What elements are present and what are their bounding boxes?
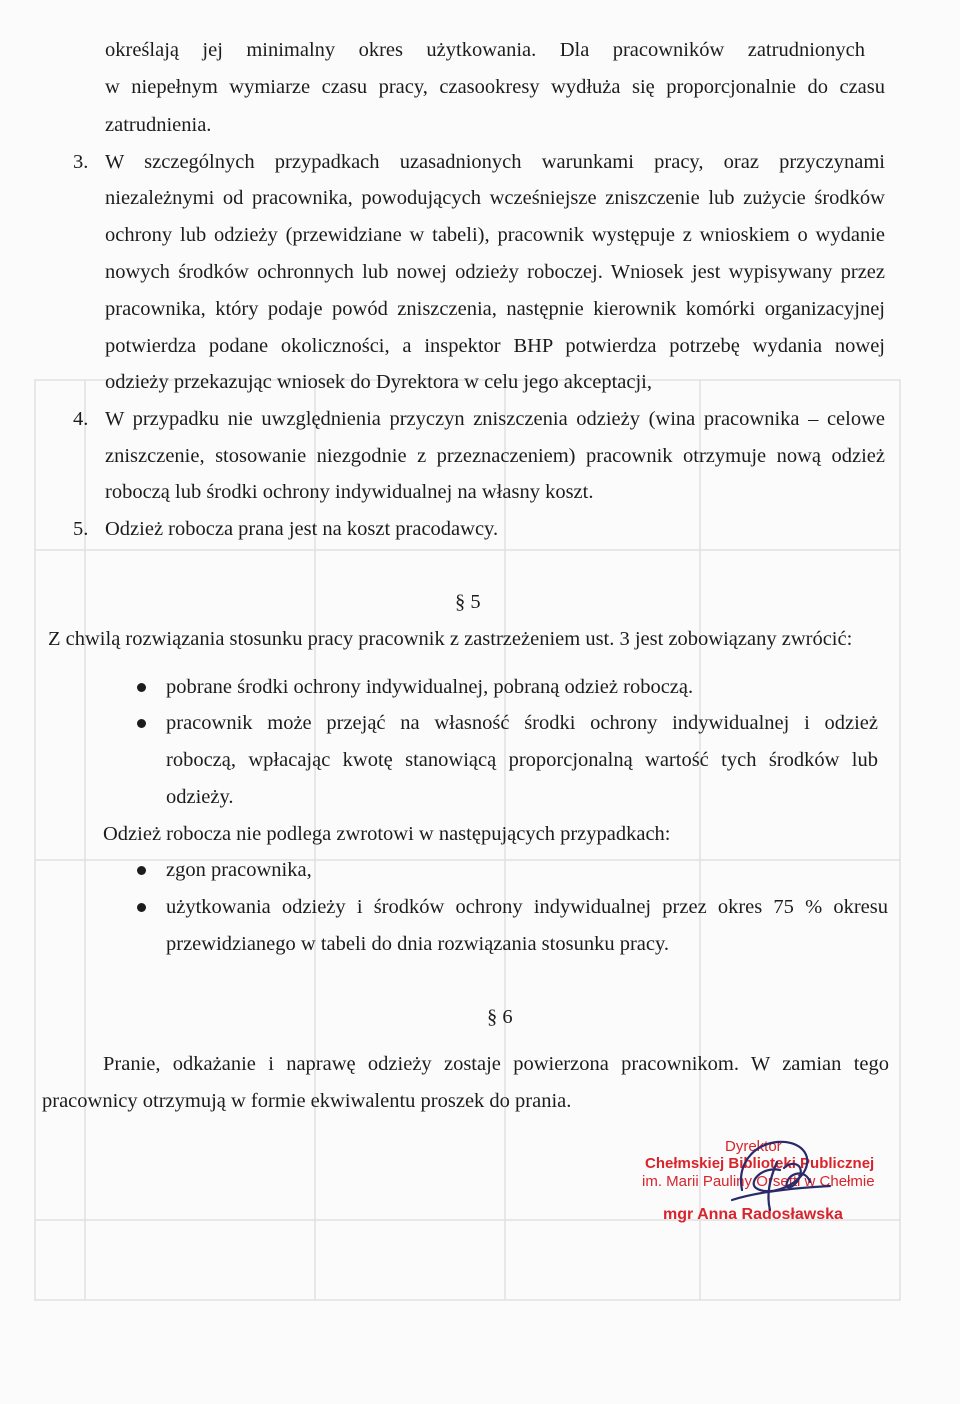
stamp-institution-name: im. Marii Pauliny Orsetti w Chełmie xyxy=(642,1173,875,1190)
text-line: potwierdza podane okoliczności, a inspektor BHP potwierdza potrzebę wydania nowej xyxy=(105,335,885,357)
section-heading: § 5 xyxy=(455,591,481,613)
text-line: określają jej minimalny okres użytkowania. Dla pracowników zatrudnionych xyxy=(105,39,865,61)
text-line: pracownicy otrzymują w formie ekwiwalentu proszek do prania. xyxy=(42,1090,572,1112)
bullet-text: użytkowania odzieży i środków ochrony indywidualnej przez okres 75 % okresu xyxy=(166,896,888,918)
text-line: odzieży przekazując wniosek do Dyrektora w celu jego akceptacji, xyxy=(105,371,652,393)
text-line: niezależnymi od pracownika, powodujących wcześniejsze zniszczenie lub zużycie środków xyxy=(105,187,885,209)
text-line: nowych środków ochronnych lub nowej odzieży roboczej. Wniosek jest wypisywany przez xyxy=(105,261,885,283)
signature xyxy=(722,1130,842,1225)
text-line: Z chwilą rozwiązania stosunku pracy pracownik z zastrzeżeniem ust. 3 jest zobowiązany zwrócić: xyxy=(48,628,853,650)
bullet-text: zgon pracownika, xyxy=(166,859,312,881)
stamp-institution: Chełmskiej Biblioteki Publicznej xyxy=(645,1155,875,1172)
text-line: zatrudnienia. xyxy=(105,114,212,136)
bullet-icon xyxy=(137,903,146,912)
bullet-icon xyxy=(137,683,146,692)
list-number: 5. xyxy=(73,518,89,540)
text-line: pracownika, który podaje powód zniszczenia, następnie kierownik komórki organizacyjnej xyxy=(105,298,885,320)
text-line: W przypadku nie uwzględnienia przyczyn zniszczenia odzieży (wina pracownika – celowe xyxy=(105,408,885,430)
stamp-title: Dyrektor xyxy=(725,1138,782,1155)
text-line: ochrony lub odzieży (przewidziane w tabeli), pracownik występuje z wnioskiem o wydanie xyxy=(105,224,885,246)
text-line: zniszczenie, stosowanie niezgodnie z przeznaczeniem) pracownik otrzymuje nową odzież xyxy=(105,445,885,467)
list-number: 3. xyxy=(73,151,89,173)
text-line: Odzież robocza nie podlega zwrotowi w następujących przypadkach: xyxy=(103,823,671,845)
text-line: Pranie, odkażanie i naprawę odzieży zostaje powierzona pracownikom. W zamian tego xyxy=(103,1053,889,1075)
stamp-name: mgr Anna Radosławska xyxy=(663,1206,843,1223)
bullet-text: pobrane środki ochrony indywidualnej, pobraną odzież roboczą. xyxy=(166,676,694,698)
bullet-text: pracownik może przejąć na własność środki ochrony indywidualnej i odzież xyxy=(166,712,878,734)
bullet-text: przewidzianego w tabeli do dnia rozwiązania stosunku pracy. xyxy=(166,933,670,955)
bullet-icon xyxy=(137,719,146,728)
text-line: W szczególnych przypadkach uzasadnionych warunkami pracy, oraz przyczynami xyxy=(105,151,885,173)
text-line: roboczą lub środki ochrony indywidualnej na własny koszt. xyxy=(105,481,594,503)
text-line: Odzież robocza prana jest na koszt pracodawcy. xyxy=(105,518,499,540)
list-number: 4. xyxy=(73,408,89,430)
bullet-text: roboczą, wpłacając kwotę stanowiącą proporcjonalną wartość tych środków lub xyxy=(166,749,878,771)
bullet-icon xyxy=(137,866,146,875)
bullet-text: odzieży. xyxy=(166,786,234,808)
text-line: w niepełnym wymiarze czasu pracy, czasookresy wydłuża się proporcjonalnie do czasu xyxy=(105,76,885,98)
section-heading: § 6 xyxy=(487,1006,513,1028)
